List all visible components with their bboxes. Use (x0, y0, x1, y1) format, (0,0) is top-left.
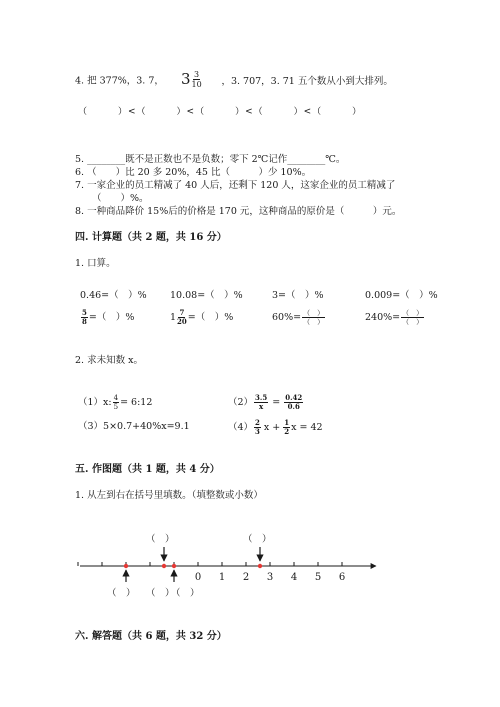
section-6-heading: 六. 解答题（共 6 题，共 32 分） (75, 631, 227, 642)
q4-answer-blanks[interactable]: （ ）<（ ）<（ ）<（ ）<（ ） (78, 107, 363, 117)
section-4-heading: 四. 计算题（共 2 题，共 16 分） (75, 232, 227, 243)
number-line-tick-label: 2 (242, 572, 250, 583)
question-8: 8. 一种商品降价 15%后的价格是 170 元，这种商品的原价是（ ）元。 (75, 206, 402, 217)
number-line-tick-label: 5 (314, 572, 322, 583)
red-dot-4 (258, 564, 262, 568)
red-dot-2 (162, 564, 166, 568)
section-5-heading: 五. 作图题（共 1 题，共 4 分） (75, 464, 220, 475)
equation-3: （3）5×0.7+40%x=9.1 (78, 421, 190, 432)
oral-calc-3: 3=（ ）% (272, 290, 324, 301)
section-4-sub-1: 1. 口算。 (75, 258, 116, 269)
question-6: 6. （ ）比 20 多 20%，45 比（ ）少 10%。 (75, 167, 312, 178)
oral-calc-1: 0.46=（ ）% (80, 290, 147, 301)
mixed-number-3-3-10: 3 $\frac{3}{10}$ (180, 69, 202, 89)
number-line-tick-label: 6 (338, 572, 346, 583)
question-7-line-1: 7. 一家企业的员工精减了 40 人后，还剩下 120 人，这家企业的员工精减了 (75, 180, 396, 191)
top-bracket-2[interactable]: （ ） (243, 534, 272, 545)
section-4-sub-2: 2. 求未知数 x。 (75, 355, 143, 366)
oral-calc-7: 60%= $\frac{( )}{( )}$ (272, 309, 325, 326)
oral-calc-4: 0.009=（ ）% (365, 290, 438, 301)
oral-calc-2: 10.08=（ ）% (170, 290, 243, 301)
red-dot-3 (172, 564, 176, 568)
bottom-bracket-3[interactable]: （ ） (171, 588, 200, 599)
question-7-line-2: （ ）%。 (92, 193, 149, 204)
q4-text-after: ，3. 707，3. 71 五个数从小到大排列。 (221, 75, 393, 87)
q4-text-before: 4. 把 377%，3. 7， (75, 75, 164, 87)
red-dot-1 (124, 564, 128, 568)
oral-calc-6: 1 $\frac{7}{20}$ =（ ）% (170, 308, 234, 326)
number-line-tick-label: 4 (290, 572, 298, 583)
question-5: 5. ________既不是正数也不是负数；零下 2℃记作________℃。 (75, 154, 346, 165)
number-line-tick-label: 3 (266, 572, 274, 583)
top-bracket-1[interactable]: （ ） (146, 534, 175, 545)
number-line-ticks (78, 562, 342, 566)
equation-4: （4） $\frac{2}{3}$ x + $\frac{1}{2}$ x = 42 (228, 418, 323, 436)
bottom-bracket-1[interactable]: （ ） (107, 588, 136, 599)
oral-calc-8: 240%= $\frac{( )}{( )}$ (365, 309, 424, 326)
number-line-tick-labels (195, 572, 345, 583)
number-line-tick-label: 0 (194, 572, 202, 583)
oral-calc-5: $\frac{5}{8}$ =（ ）% (82, 308, 135, 326)
number-line-tick-label: 1 (218, 572, 226, 583)
equation-1: （1）x: $\frac{4}{5}$ = 6:12 (78, 394, 153, 411)
equation-2: （2） $\frac{3.5}{x}$ = $\frac{0.42}{0.6}$ (228, 393, 303, 411)
section-5-sub-1: 1. 从左到右在括号里填数。（填整数或小数） (75, 490, 263, 501)
bottom-bracket-2[interactable]: （ ） (146, 588, 175, 599)
